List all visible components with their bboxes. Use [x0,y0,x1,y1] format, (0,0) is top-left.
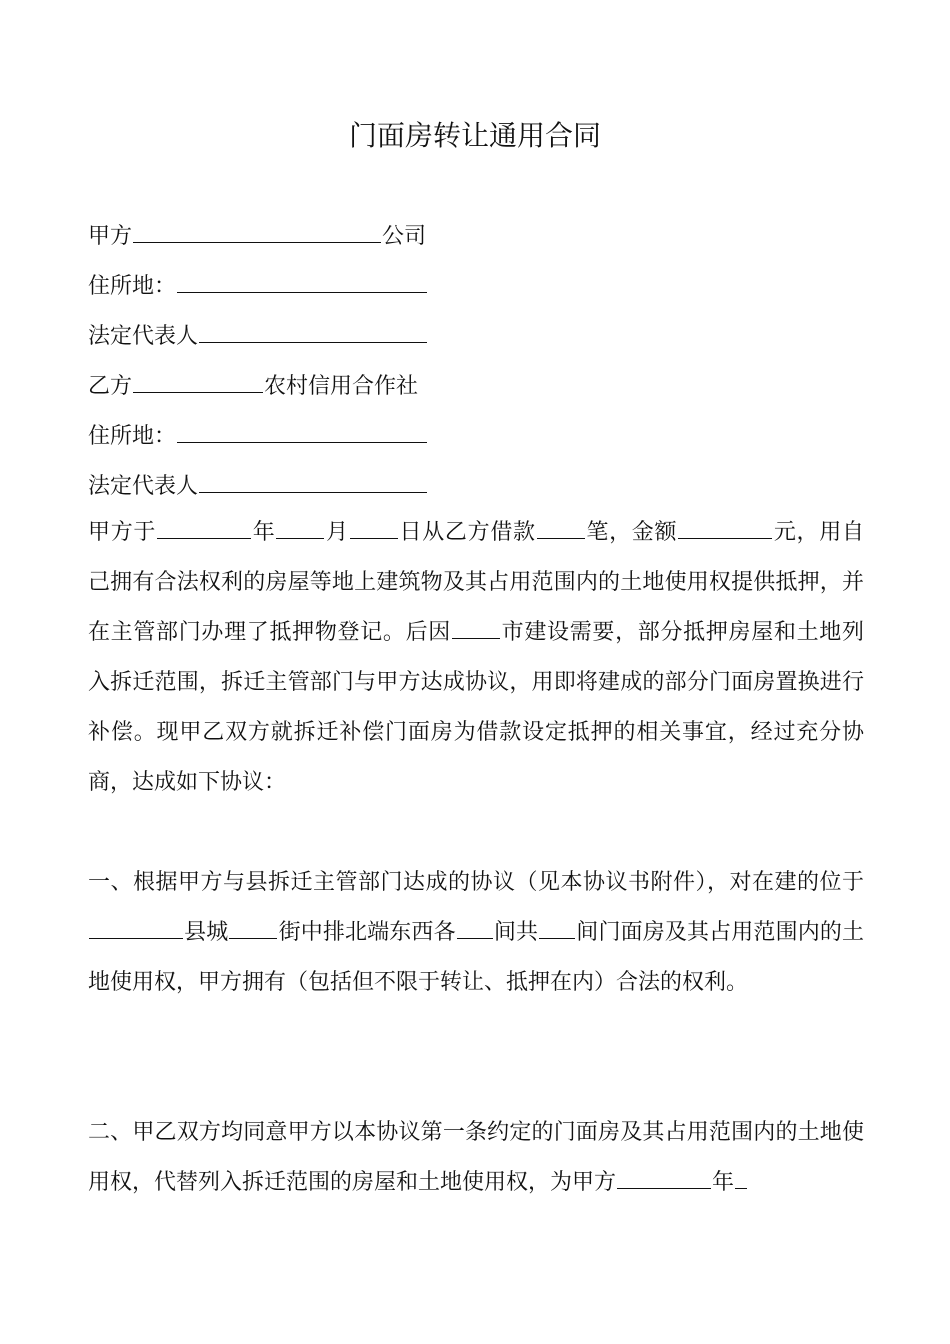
preamble-text-7: 市建设需要，部分抵押房屋和土地列入拆迁范围，拆迁主管部门与甲方达成协议，用即将建成的部分门面房置换进行补偿。现甲乙双方就拆迁补偿门面房为借款设定抵押的相关事宜，经过充分协商，达成如下协议： [88,620,864,795]
party-a-address-blank [177,270,427,293]
party-b-address-blank [177,420,427,443]
clause-1-text-1: 一、根据甲方与县拆迁主管部门达成的协议（见本协议书附件），对在建的位于 [88,870,864,895]
party-a-suffix: 公司 [382,224,427,249]
party-a-address-line [88,270,428,302]
party-b-blank [133,370,263,393]
clause-2-text-2: 年 [712,1170,735,1195]
clause-1-text-5: 间门面房及其占用范围内的土地使用权，甲方拥有（包括但不限于转让、抵押在内）合法的权利。 [88,920,864,995]
party-b-suffix: 农村信用合作社 [264,374,419,399]
party-a-address-label: 住所地： [88,274,177,299]
clause-1-paragraph [88,858,864,1008]
party-a-legal-rep-line [88,320,428,352]
preamble-count-blank [537,520,585,539]
party-a-line [88,220,426,252]
preamble-text-2: 年 [252,520,276,545]
preamble-amount-blank [678,520,772,539]
clause-2-trailing-blank [735,1170,747,1189]
clause-1-location-blank [89,920,183,939]
party-a-label: 甲方 [88,224,133,249]
preamble-text-4: 日从乙方借款 [398,520,536,545]
preamble-paragraph [88,508,864,808]
party-b-legal-rep-blank [199,470,427,493]
clause-1-total-blank [539,920,575,939]
preamble-month-blank [276,520,324,539]
clause-1-text-3: 街中排北端东西各 [278,920,456,945]
preamble-text-1: 甲方于 [88,520,157,545]
preamble-city-blank [452,620,500,639]
party-b-address-label: 住所地： [88,424,177,449]
clause-2-text-1: 二、甲乙双方均同意甲方以本协议第一条约定的门面房及其占用范围内的土地使用权，代替列入拆迁范围的房屋和土地使用权，为甲方 [88,1120,864,1195]
clause-2-year-blank [617,1170,711,1189]
party-b-label: 乙方 [88,374,133,399]
preamble-text-6: 元，用自己拥有合法权利的房屋等地上建筑物及其占用范围内的土地使用权提供抵押，并在主管部门办理了抵押物登记。后因 [88,520,864,645]
party-b-legal-rep-line [88,470,428,502]
clause-1-text-2: 县城 [184,920,229,945]
document-title: 门面房转让通用合同 [348,119,601,152]
party-a-legal-rep-blank [199,320,427,343]
party-b-address-line [88,420,428,452]
clause-1-street-blank [229,920,277,939]
clause-1-text-4: 间共 [493,920,539,945]
preamble-year-blank [157,520,251,539]
party-a-blank [133,220,381,243]
clause-2-paragraph [88,1108,864,1208]
party-b-legal-rep-label: 法定代表人 [88,474,199,499]
preamble-day-blank [350,520,398,539]
clause-1-each-blank [457,920,493,939]
preamble-text-3: 月 [325,520,349,545]
preamble-text-5: 笔，金额 [585,520,678,545]
party-b-line [88,370,418,402]
party-a-legal-rep-label: 法定代表人 [88,324,199,349]
